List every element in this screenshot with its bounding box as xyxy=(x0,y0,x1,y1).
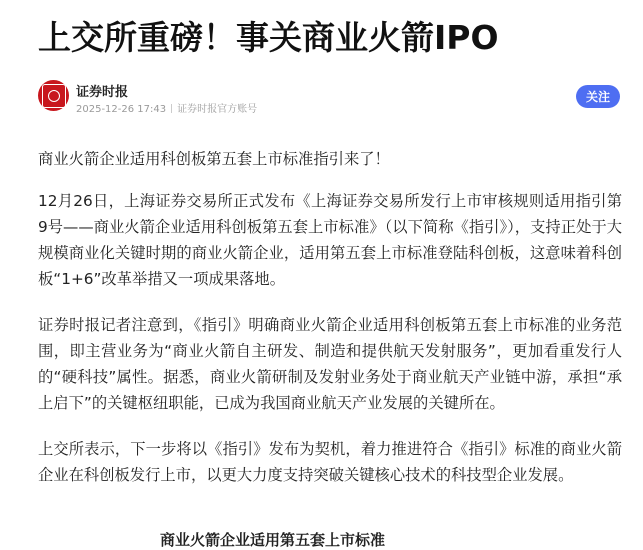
meta-divider xyxy=(171,104,172,113)
paragraph: 上交所表示，下一步将以《指引》发布为契机，着力推进符合《指引》标准的商业火箭企业在科创板发行上市，以更大力度支持突破关键核心技术的科技型企业发展。 xyxy=(38,440,622,484)
follow-button[interactable]: 关注 xyxy=(576,85,620,108)
article-body xyxy=(38,146,622,508)
article-title: 上交所重磅！事关商业火箭IPO xyxy=(38,18,499,57)
publish-meta xyxy=(76,100,257,115)
paragraph: 商业火箭企业适用科创板第五套上市标准指引来了！ xyxy=(38,150,390,168)
author-name[interactable]: 证券时报 xyxy=(76,85,129,100)
paragraph: 证券时报记者注意到，《指引》明确商业火箭企业适用科创板第五套上市标准的业务范围，即主营业务为“商业火箭自主研发、制造和提供航天发射服务”，更加看重发行人的“硬科技”属性。据悉，商业火箭研制及发射业务处于商业航天产业链中游，承担“承上启下”的关键枢纽职能，已成为我国商业航天产业发展的关键所在。 xyxy=(38,316,622,412)
next-section-heading-text: 商业火箭企业适用第五套上市标准 xyxy=(160,531,386,549)
paragraph: 12月26日，上海证券交易所正式发布《上海证券交易所发行上市审核规则适用指引第9号——商业火箭企业适用科创板第五套上市标准》（以下简称《指引》），支持正处于大规模商业化关键时期的商业火箭企业，适用第五套上市标准登陆科创板，这意味着科创板“1+6”改革举措又一项成果落地。 xyxy=(38,192,622,288)
author-bar xyxy=(38,80,622,116)
publish-date: 2025-12-26 17:43 xyxy=(76,104,167,115)
avatar[interactable] xyxy=(38,80,69,111)
publisher-logo-icon xyxy=(42,84,66,108)
account-label: 证券时报官方账号 xyxy=(177,104,258,115)
next-section-heading xyxy=(160,531,460,549)
